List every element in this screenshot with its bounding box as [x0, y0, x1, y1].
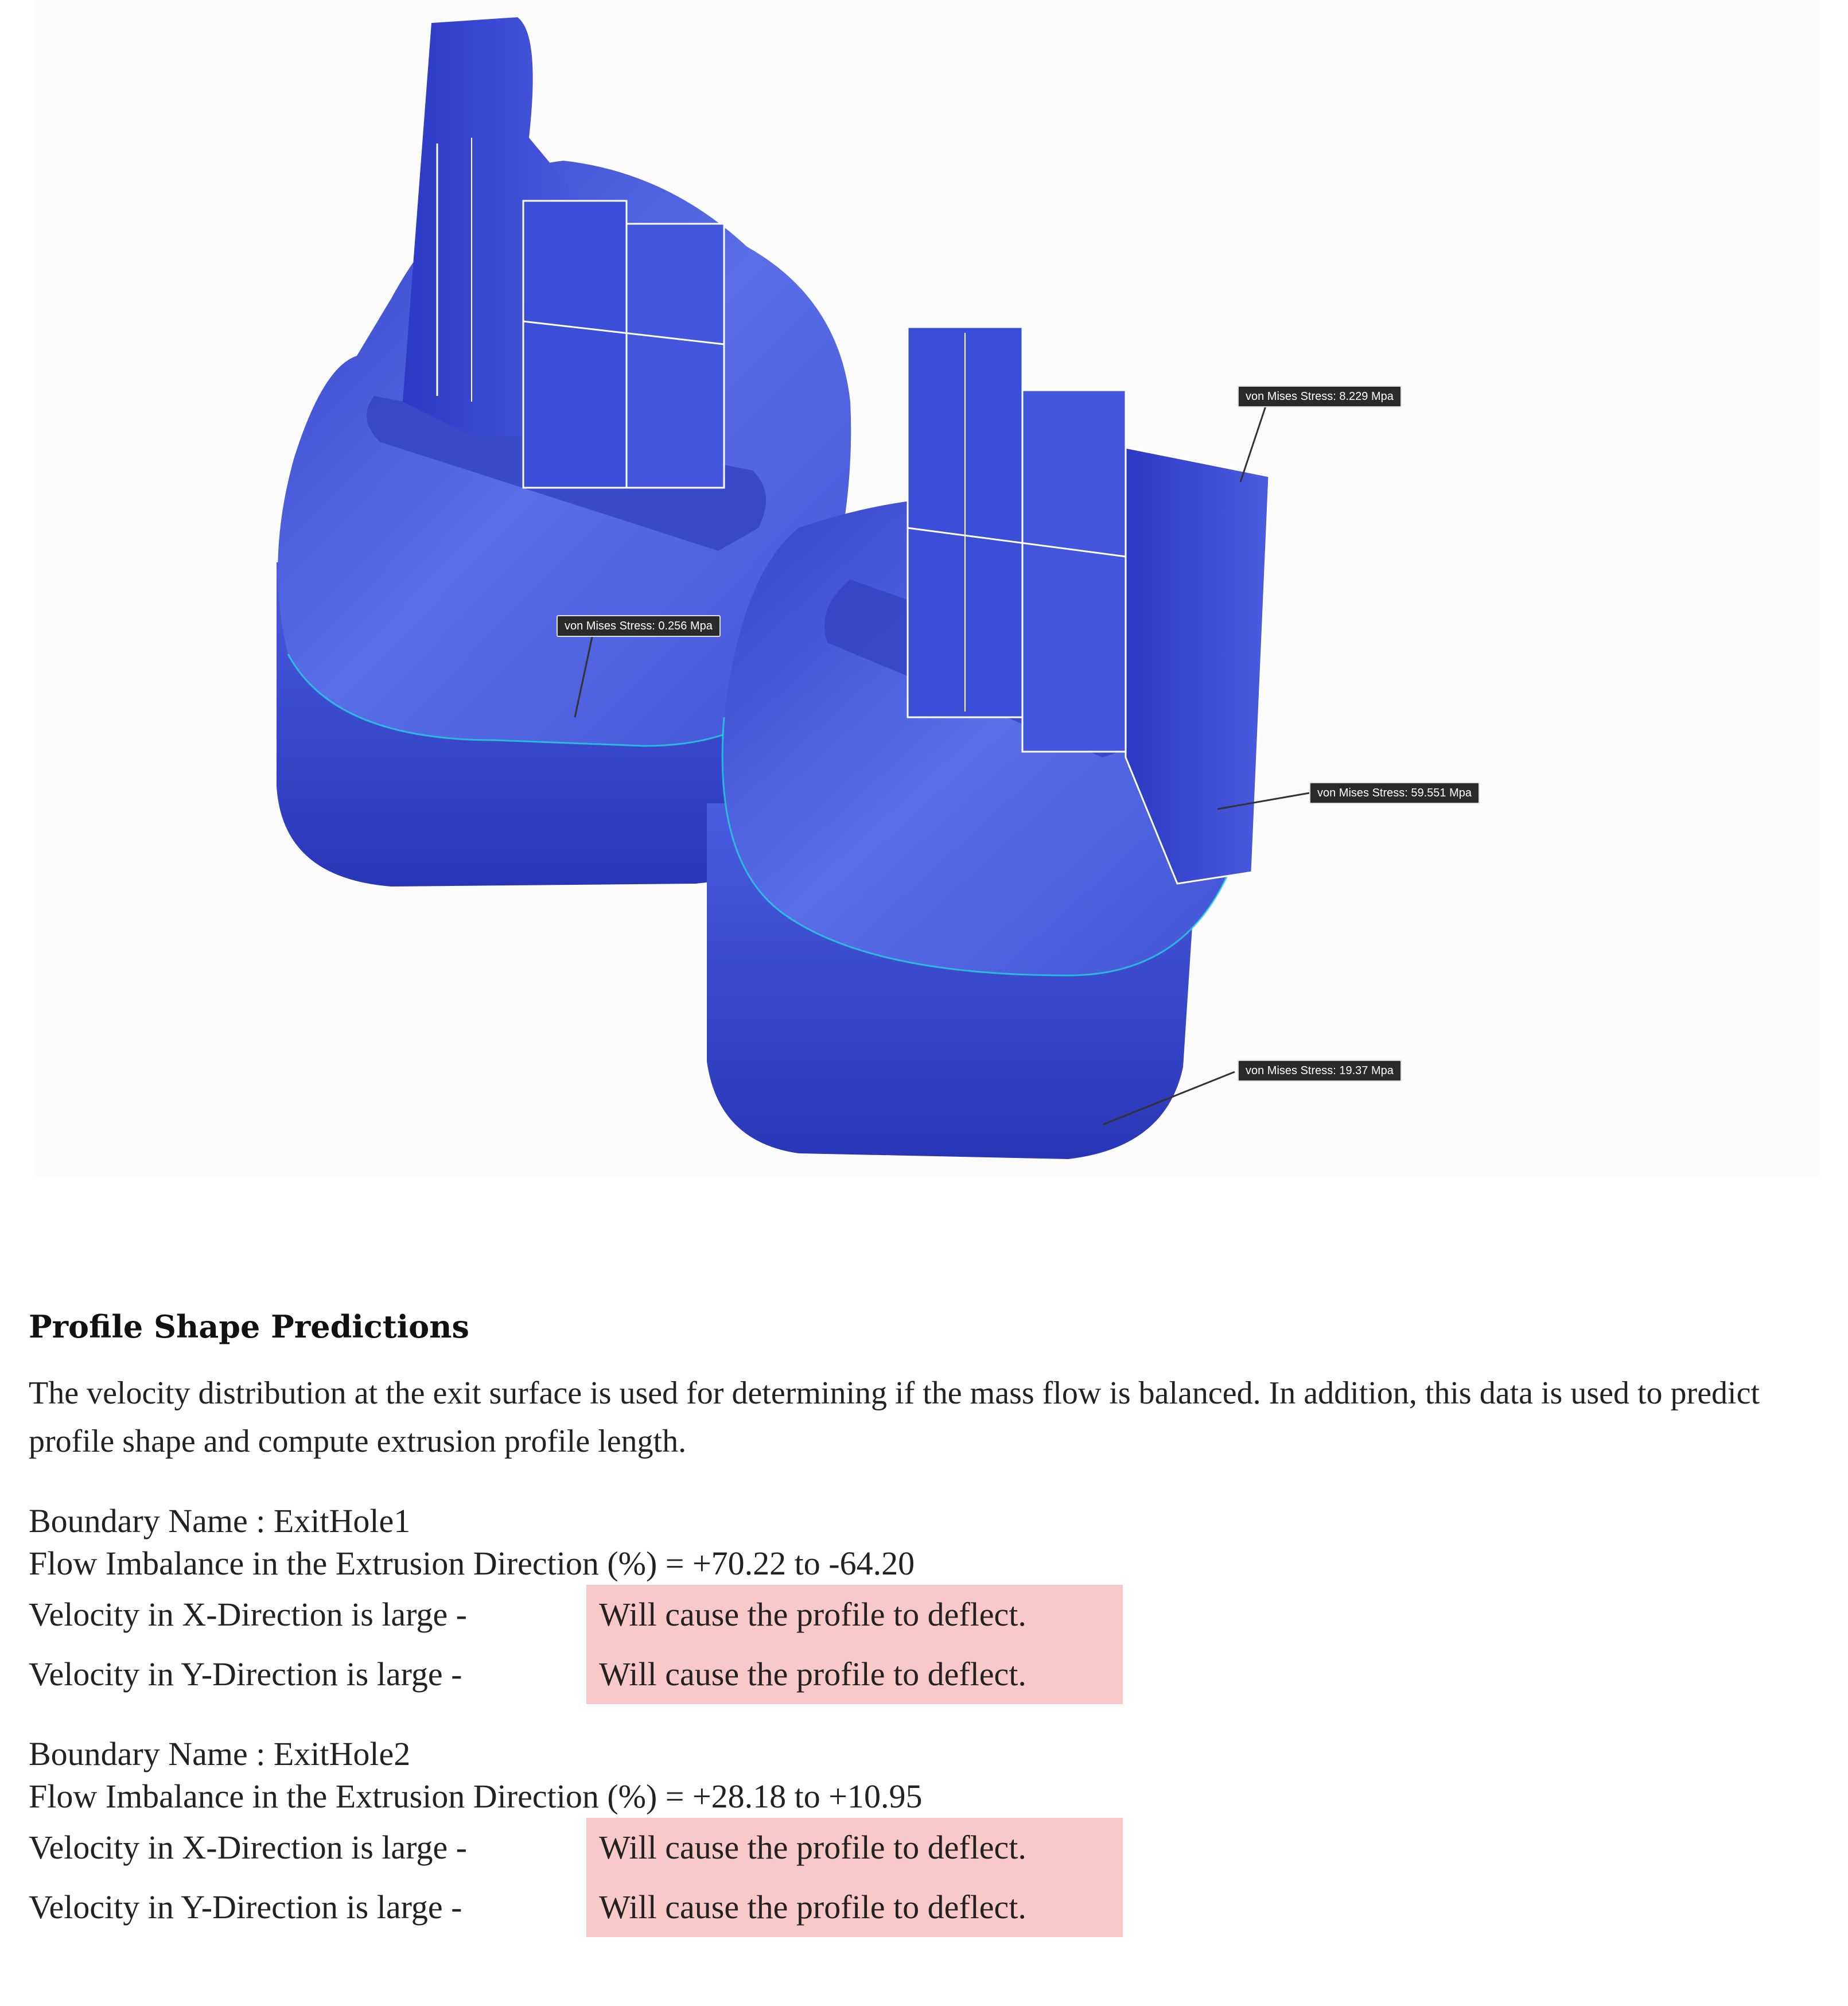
left-fin-box-2: [627, 224, 724, 488]
deflection-warning: Will cause the profile to deflect.: [586, 1585, 1123, 1645]
stress-callout-right-wall: von Mises Stress: 59.551 Mpa: [1309, 782, 1480, 804]
section-title: Profile Shape Predictions: [29, 1308, 469, 1345]
velocity-y-label: Velocity in Y-Direction is large -: [29, 1655, 462, 1693]
intro-paragraph: The velocity distribution at the exit surface is used for determining if the mass flow is balanced. In addition, this data is used to predict profile shape and compute extrusion profile length.: [29, 1375, 1760, 1459]
velocity-y-label: Velocity in Y-Direction is large -: [29, 1888, 462, 1926]
right-fin-box-2: [1022, 390, 1126, 752]
profile-shape-report: [29, 1308, 1819, 1966]
simulation-viewport[interactable]: [36, 0, 1819, 1176]
velocity-x-row: [29, 1818, 1819, 1877]
flow-imbalance: Flow Imbalance in the Extrusion Direction (%) = +70.22 to -64.20: [29, 1545, 915, 1582]
boundary-name: Boundary Name : ExitHole1: [29, 1502, 411, 1540]
velocity-y-row: [29, 1645, 1819, 1704]
velocity-x-label: Velocity in X-Direction is large -: [29, 1829, 467, 1866]
stress-callout-left: von Mises Stress: 0.256 Mpa: [557, 615, 721, 637]
stress-callout-right-bottom: von Mises Stress: 19.37 Mpa: [1238, 1060, 1402, 1082]
stress-callout-right-tip: von Mises Stress: 8.229 Mpa: [1238, 386, 1402, 407]
boundary-block: [29, 1500, 1819, 1704]
velocity-x-label: Velocity in X-Direction is large -: [29, 1596, 467, 1633]
flow-imbalance: Flow Imbalance in the Extrusion Direction (%) = +28.18 to +10.95: [29, 1778, 923, 1815]
extrusion-die-render: [36, 0, 1819, 1176]
boundary-block: [29, 1733, 1819, 1937]
velocity-x-row: [29, 1585, 1819, 1645]
deflection-warning: Will cause the profile to deflect.: [586, 1645, 1123, 1704]
deflection-warning: Will cause the profile to deflect.: [586, 1818, 1123, 1877]
left-fin-box-1: [523, 201, 627, 488]
boundary-name: Boundary Name : ExitHole2: [29, 1735, 411, 1772]
deflection-warning: Will cause the profile to deflect.: [586, 1877, 1123, 1937]
velocity-y-row: [29, 1877, 1819, 1937]
